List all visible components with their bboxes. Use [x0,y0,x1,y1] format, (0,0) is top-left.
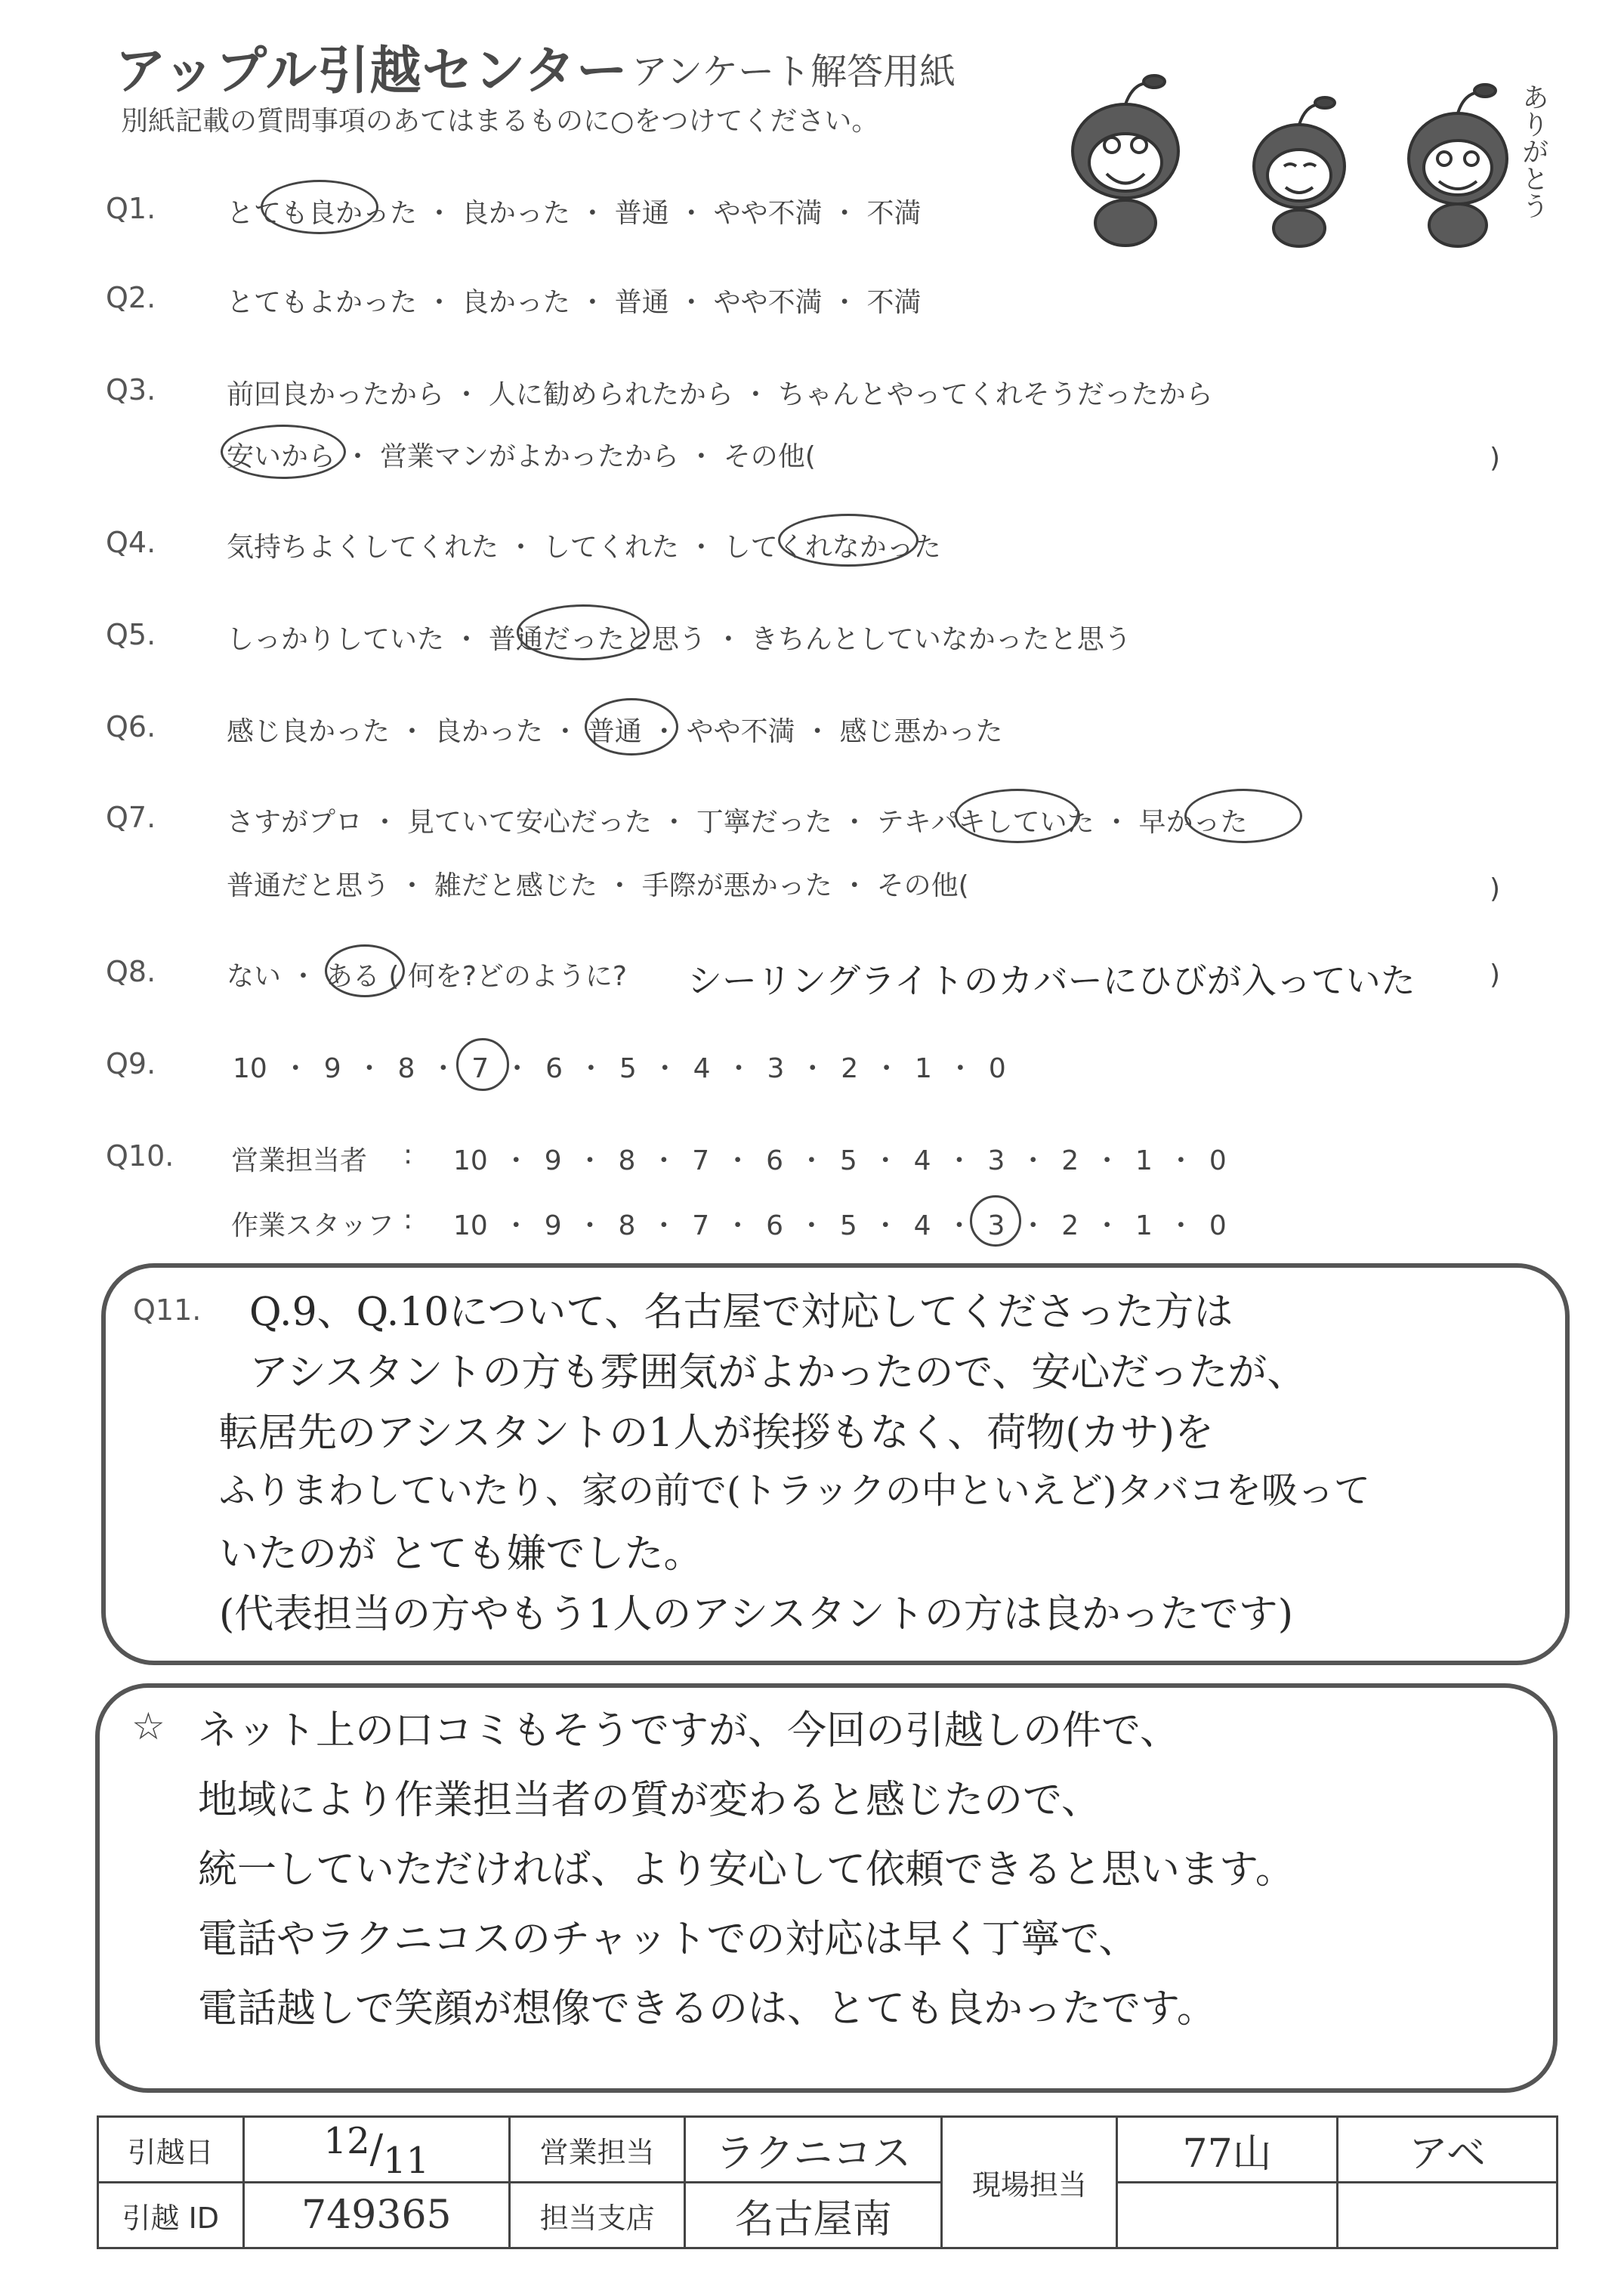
form-title: アップル引越センター [115,42,628,101]
comment-line: ネット上の口コミもそうですが、今回の引越しの件で、 [198,1708,1179,1754]
monkey-mascot-right [1409,85,1507,246]
q10-label: Q10. [106,1139,174,1173]
q3-options-line1[interactable]: 前回良かったから ・ 人に勧められたから ・ ちゃんとやってくれそうだったから [227,379,1213,410]
q10-sales-label: 営業担当者 [231,1145,368,1176]
q3-label: Q3. [106,373,156,406]
move-date-value: 12/11 [243,2117,510,2183]
q5-options[interactable]: しっかりしていた ・ 普通だったと思う ・ きちんとしていなかったと思う [227,624,1132,655]
site-staff-2: アベ [1337,2117,1557,2183]
move-date-day: 11 [383,2140,430,2182]
q8-options[interactable]: ない ・ ある ( 何を?どのように? [227,961,628,992]
q8-close-paren: ) [1490,960,1501,990]
move-id-value: 749365 [243,2183,510,2248]
q9-scale[interactable]: 10 ・ 9 ・ 8 ・ 7 ・ 6 ・ 5 ・ 4 ・ 3 ・ 2 ・ 1 ・ 0 [233,1053,1006,1084]
q6-options[interactable]: 感じ良かった ・ 良かった ・ 普通 ・ やや不満 ・ 感じ悪かった [227,716,1003,747]
move-id-label: 引越 ID [98,2183,244,2248]
q11-line: Q.9、Q.10について、名古屋で対応してくださった方は [249,1290,1233,1335]
star-icon: ☆ [131,1704,165,1748]
q7-label: Q7. [106,801,156,834]
q1-label: Q1. [106,192,156,225]
q3-options-line2[interactable]: 安いから ・ 営業マンがよかったから ・ その他( [227,441,816,472]
site-staff-empty-cell [1117,2183,1337,2248]
branch-value: 名古屋南 [685,2183,942,2248]
q2-options[interactable]: とてもよかった ・ 良かった ・ 普通 ・ やや不満 ・ 不満 [227,287,922,318]
move-info-table [97,2115,1558,2249]
monkey-mascot-left [1073,76,1178,246]
instruction-text: 別紙記載の質問事項のあてはまるものに○をつけてください。 [121,106,879,137]
q11-line: いたのが とても嫌でした。 [219,1531,703,1577]
q11-label: Q11. [133,1293,202,1327]
q11-line: (代表担当の方やもう1人のアシスタントの方は良かったです) [219,1592,1294,1637]
q3-selection-circle [221,425,346,479]
sales-label: 営業担当 [510,2117,685,2183]
q11-line: 転居先のアシスタントの1人が挨拶もなく、荷物(カサ)を [219,1411,1214,1456]
q1-options[interactable]: とても良かった ・ 良かった ・ 普通 ・ やや不満 ・ 不満 [227,198,922,229]
q3-close-paren: ) [1490,443,1501,474]
comment-line: 地域により作業担当者の質が変わると感じたので、 [198,1778,1101,1823]
form-subtitle: アンケート解答用紙 [631,51,956,93]
q6-label: Q6. [106,710,156,743]
q11-line: アシスタントの方も雰囲気がよかったので、安心だったが、 [249,1350,1307,1395]
comment-line: 電話やラクニコスのチャットでの対応は早く丁寧で、 [198,1917,1138,1962]
q11-line: ふりまわしていたり、家の前で(トラックの中といえど)タバコを吸って [219,1469,1371,1512]
site-staff-label: 現場担当 [942,2117,1117,2248]
q10-staff-label: 作業スタッフ [231,1210,395,1241]
q10-staff-colon: : [403,1204,413,1235]
branch-label: 担当支店 [510,2183,685,2248]
q5-selection-circle [517,604,650,660]
q7-options-line2[interactable]: 普通だと思う ・ 雑だと感じた ・ 手際が悪かった ・ その他( [227,870,969,901]
comment-line: 電話越しで笑顔が想像できるのは、とても良かったです。 [198,1986,1216,2032]
q8-label: Q8. [106,955,156,988]
q10-sales-colon: : [403,1139,413,1170]
site-staff-1: 77山 [1117,2117,1337,2183]
q5-label: Q5. [106,618,156,651]
site-staff-empty-cell [1337,2183,1557,2248]
monkey-mascots-illustration [1050,53,1564,249]
monkey-mascot-middle [1254,97,1345,246]
q9-label: Q9. [106,1047,156,1080]
q9-selection-circle [456,1038,509,1091]
q7-options-line1[interactable]: さすがプロ ・ 見ていて安心だった ・ 丁寧だった ・ テキパキしていた ・ 早かった [227,807,1248,838]
q4-label: Q4. [106,526,156,559]
q10-staff-selection-circle [970,1195,1021,1247]
q7-close-paren: ) [1490,873,1501,904]
q7-selection-circle-2 [1184,789,1302,843]
q10-staff-scale[interactable]: 10 ・ 9 ・ 8 ・ 7 ・ 6 ・ 5 ・ 4 ・ 3 ・ 2 ・ 1 ・ 0 [453,1210,1227,1241]
thanks-text: ありがとう [1517,83,1549,219]
q10-sales-scale[interactable]: 10 ・ 9 ・ 8 ・ 7 ・ 6 ・ 5 ・ 4 ・ 3 ・ 2 ・ 1 ・ 0 [453,1145,1227,1176]
q7-selection-circle-1 [955,789,1080,843]
q1-selection-circle [261,180,378,234]
move-date-label: 引越日 [98,2117,244,2183]
q2-label: Q2. [106,281,156,314]
q4-selection-circle [778,514,919,567]
q8-selection-circle [325,944,405,997]
q8-handwritten-answer: シーリングライトのカバーにひびが入っていた [687,960,1416,1001]
q6-selection-circle [585,698,678,756]
comment-line: 統一していただければ、より安心して依頼できると思います。 [198,1847,1295,1893]
move-date-month: 12 [323,2120,370,2162]
sales-value: ラクニコス [685,2117,942,2183]
q4-options[interactable]: 気持ちよくしてくれた ・ してくれた ・ してくれなかった [227,532,941,563]
